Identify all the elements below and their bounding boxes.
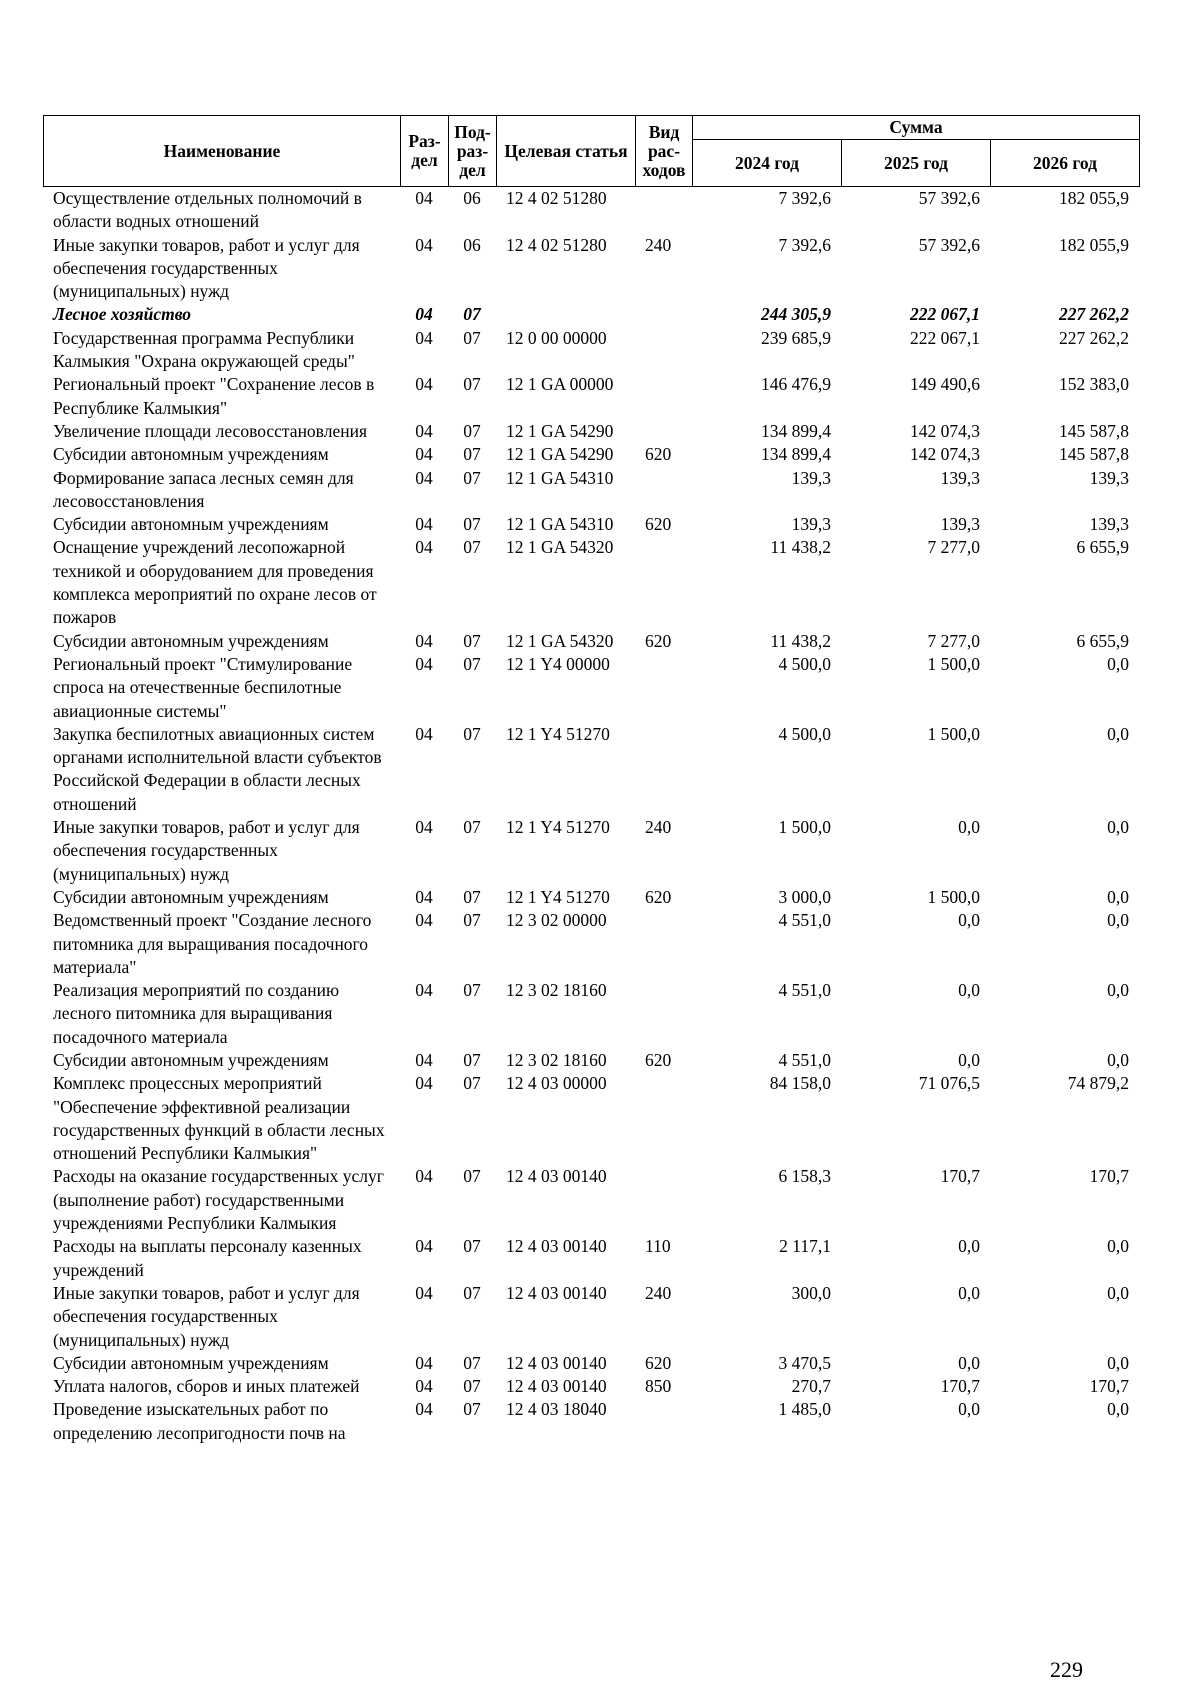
row-vid <box>635 327 692 374</box>
row-razdel: 04 <box>415 630 433 651</box>
row-name: Проведение изыскательных работ по определению лесопригодности почв на <box>53 1399 346 1443</box>
row-razdel: 04 <box>415 1282 433 1303</box>
row-name: Расходы на выплаты персоналу казенных учреждений <box>53 1236 362 1280</box>
row-name: Субсидии автономным учреждениям <box>53 514 329 535</box>
row-podrazdel: 06 <box>463 234 481 255</box>
row-amount-2025: 142 074,3 <box>910 420 980 441</box>
row-amount-2026: 0,0 <box>1107 817 1129 838</box>
row-podrazdel: 07 <box>463 1049 481 1070</box>
row-razdel: 04 <box>415 1352 433 1373</box>
row-vid: 620 <box>645 1352 672 1373</box>
row-podrazdel: 07 <box>463 980 481 1001</box>
header-year-2025: 2025 год <box>842 140 991 187</box>
row-vid: 240 <box>645 817 672 838</box>
table-row <box>43 443 1139 466</box>
row-razdel: 04 <box>415 467 433 488</box>
row-amount-2024: 300,0 <box>791 1282 831 1303</box>
header-razdel: Раз-дел <box>401 116 449 187</box>
row-target: 12 1 GA 00000 <box>506 374 614 395</box>
row-name: Увеличение площади лесовосстановления <box>53 420 367 441</box>
row-amount-2024: 6 158,3 <box>778 1166 831 1187</box>
row-amount-2025: 1 500,0 <box>927 653 980 674</box>
table-row <box>43 327 1139 374</box>
row-name: Иные закупки товаров, работ и услуг для обеспечения государственных (муниципальных) нужд <box>53 234 360 302</box>
table-row <box>43 1072 1139 1165</box>
row-podrazdel: 07 <box>463 467 481 488</box>
row-amount-2026: 139,3 <box>1089 467 1129 488</box>
row-razdel: 04 <box>415 817 433 838</box>
row-amount-2026: 0,0 <box>1107 1282 1129 1303</box>
row-podrazdel: 07 <box>463 1352 481 1373</box>
row-razdel: 04 <box>415 723 433 744</box>
row-amount-2026: 145 587,8 <box>1059 444 1129 465</box>
row-amount-2024: 4 500,0 <box>778 653 831 674</box>
row-amount-2024: 3 470,5 <box>778 1352 831 1373</box>
row-target: 12 1 GA 54310 <box>506 514 614 535</box>
row-target: 12 4 03 00140 <box>506 1236 607 1257</box>
row-amount-2025: 0,0 <box>958 1352 980 1373</box>
row-podrazdel: 07 <box>463 374 481 395</box>
row-razdel: 04 <box>415 514 433 535</box>
header-podrazdel: Под-раз-дел <box>449 116 497 187</box>
row-razdel: 04 <box>415 1236 433 1257</box>
row-vid: 110 <box>645 1236 671 1257</box>
row-podrazdel: 07 <box>463 327 481 348</box>
row-amount-2026: 0,0 <box>1107 653 1129 674</box>
row-vid <box>635 653 692 723</box>
row-amount-2026: 0,0 <box>1107 1352 1129 1373</box>
row-amount-2025: 139,3 <box>940 467 980 488</box>
row-amount-2025: 170,7 <box>940 1376 980 1397</box>
row-target: 12 0 00 00000 <box>506 327 607 348</box>
row-amount-2024: 2 117,1 <box>779 1236 831 1257</box>
row-name: Лесное хозяйство <box>53 304 192 325</box>
row-amount-2026: 0,0 <box>1107 910 1129 931</box>
row-amount-2025: 0,0 <box>958 1236 980 1257</box>
table-row <box>43 1352 1139 1375</box>
row-podrazdel: 07 <box>463 653 481 674</box>
row-amount-2026: 6 655,9 <box>1076 537 1129 558</box>
row-amount-2024: 239 685,9 <box>761 327 831 348</box>
row-razdel: 04 <box>415 1376 433 1397</box>
row-amount-2024: 11 438,2 <box>770 537 831 558</box>
row-vid: 850 <box>645 1376 672 1397</box>
table-row <box>43 1375 1139 1398</box>
row-amount-2025: 170,7 <box>940 1166 980 1187</box>
row-target: 12 4 02 51280 <box>506 188 607 208</box>
row-amount-2025: 0,0 <box>958 817 980 838</box>
row-target: 12 1 GA 54290 <box>506 420 614 441</box>
header-name: Наименование <box>44 116 401 187</box>
row-target <box>496 303 635 326</box>
row-razdel: 04 <box>415 886 433 907</box>
row-vid <box>635 1398 692 1445</box>
row-amount-2025: 7 277,0 <box>927 630 980 651</box>
row-vid: 620 <box>645 444 672 465</box>
row-amount-2024: 139,3 <box>791 514 831 535</box>
row-amount-2025: 0,0 <box>958 980 980 1001</box>
table-row <box>43 816 1139 886</box>
row-razdel: 04 <box>415 444 433 465</box>
row-target: 12 1 GA 54320 <box>506 537 614 558</box>
row-amount-2026: 0,0 <box>1107 886 1129 907</box>
row-target: 12 1 Y4 51270 <box>506 723 610 744</box>
row-target: 12 4 03 00140 <box>506 1376 607 1397</box>
row-name: Иные закупки товаров, работ и услуг для обеспечения государственных (муниципальных) нужд <box>53 1282 360 1350</box>
table-row <box>43 513 1139 536</box>
row-amount-2026: 182 055,9 <box>1059 234 1129 255</box>
row-amount-2024: 1 500,0 <box>778 817 831 838</box>
table-row <box>43 723 1139 816</box>
row-vid <box>635 536 692 629</box>
row-amount-2025: 71 076,5 <box>918 1073 980 1094</box>
table-row <box>43 536 1139 629</box>
row-amount-2024: 11 438,2 <box>770 630 831 651</box>
row-podrazdel: 07 <box>463 444 481 465</box>
table-row <box>43 187 1139 234</box>
row-amount-2025: 149 490,6 <box>910 374 980 395</box>
row-vid <box>635 373 692 420</box>
row-target: 12 4 03 00140 <box>506 1282 607 1303</box>
row-vid <box>635 467 692 514</box>
row-podrazdel: 07 <box>463 886 481 907</box>
header-summa: Сумма <box>693 116 1140 140</box>
table-row <box>43 653 1139 723</box>
row-vid: 620 <box>645 1049 672 1070</box>
row-name: Субсидии автономным учреждениям <box>53 886 329 907</box>
row-name: Формирование запаса лесных семян для лесовосстановления <box>53 467 354 511</box>
row-amount-2024: 270,7 <box>791 1376 831 1397</box>
row-target: 12 4 03 00140 <box>506 1166 607 1187</box>
row-vid: 620 <box>645 514 672 535</box>
table-row <box>43 909 1139 979</box>
row-amount-2024: 4 551,0 <box>778 980 831 1001</box>
table-row <box>43 630 1139 653</box>
table-row <box>43 979 1139 1049</box>
row-amount-2024: 4 551,0 <box>778 910 831 931</box>
row-name: Оснащение учреждений лесопожарной техникой и оборудованием для проведения комплекса мероприятий по охране лесов от пожаров <box>53 537 377 628</box>
row-amount-2024: 7 392,6 <box>778 234 831 255</box>
header-target: Целевая статья <box>497 116 636 187</box>
row-amount-2026: 0,0 <box>1107 723 1129 744</box>
row-name: Расходы на оказание государственных услуг (выполнение работ) государственными учреждениями Республики Калмыкия <box>53 1166 384 1234</box>
row-target: 12 3 02 18160 <box>506 980 607 1001</box>
row-amount-2024: 4 500,0 <box>778 723 831 744</box>
header-year-2026: 2026 год <box>991 140 1140 187</box>
row-razdel: 04 <box>415 1073 433 1094</box>
row-vid <box>635 1165 692 1235</box>
row-amount-2025: 0,0 <box>958 1282 980 1303</box>
row-target: 12 4 03 00000 <box>506 1073 607 1094</box>
row-amount-2026: 170,7 <box>1089 1376 1129 1397</box>
row-podrazdel: 07 <box>463 537 481 558</box>
row-podrazdel: 07 <box>463 514 481 535</box>
row-vid: 620 <box>645 886 672 907</box>
table-row <box>43 420 1139 443</box>
row-target: 12 3 02 00000 <box>506 910 607 931</box>
row-amount-2024: 134 899,4 <box>761 420 831 441</box>
row-razdel: 04 <box>415 537 433 558</box>
row-target: 12 1 GA 54310 <box>506 467 614 488</box>
row-vid: 240 <box>645 1282 672 1303</box>
row-amount-2026: 0,0 <box>1107 1236 1129 1257</box>
row-amount-2024: 134 899,4 <box>761 444 831 465</box>
row-amount-2026: 6 655,9 <box>1076 630 1129 651</box>
row-podrazdel: 07 <box>463 630 481 651</box>
header-year-2024: 2024 год <box>693 140 842 187</box>
row-amount-2025: 7 277,0 <box>927 537 980 558</box>
row-amount-2025: 1 500,0 <box>927 723 980 744</box>
row-razdel: 04 <box>415 374 433 395</box>
row-target: 12 1 GA 54320 <box>506 630 614 651</box>
row-name: Субсидии автономным учреждениям <box>53 1352 329 1373</box>
row-podrazdel: 07 <box>463 420 481 441</box>
row-vid <box>635 187 692 234</box>
row-amount-2026: 182 055,9 <box>1059 188 1129 208</box>
row-amount-2025: 222 067,1 <box>910 304 980 325</box>
row-razdel: 04 <box>415 910 433 931</box>
table-row <box>43 1049 1139 1072</box>
row-podrazdel: 06 <box>463 188 481 208</box>
row-podrazdel: 07 <box>463 1282 481 1303</box>
row-amount-2026: 227 262,2 <box>1059 304 1129 325</box>
row-amount-2026: 170,7 <box>1089 1166 1129 1187</box>
table-row <box>43 467 1139 514</box>
row-podrazdel: 07 <box>463 1166 481 1187</box>
row-name: Иные закупки товаров, работ и услуг для обеспечения государственных (муниципальных) нужд <box>53 817 360 884</box>
row-amount-2025: 139,3 <box>940 514 980 535</box>
header-vid: Вид рас-ходов <box>636 116 693 187</box>
table-row <box>43 1235 1139 1282</box>
row-vid: 240 <box>645 234 672 255</box>
row-target: 12 3 02 18160 <box>506 1049 607 1070</box>
row-razdel: 04 <box>415 234 433 255</box>
row-vid <box>635 909 692 979</box>
row-amount-2024: 1 485,0 <box>778 1399 831 1420</box>
table-row <box>43 1282 1139 1352</box>
row-name: Закупка беспилотных авиационных систем органами исполнительной власти субъектов Российской Федерации в области лесных отношений <box>53 723 382 814</box>
row-amount-2024: 139,3 <box>791 467 831 488</box>
row-razdel: 04 <box>415 327 433 348</box>
row-name: Государственная программа Республики Калмыкия "Охрана окружающей среды" <box>53 327 355 372</box>
row-target: 12 4 03 00140 <box>506 1352 607 1373</box>
row-name: Субсидии автономным учреждениям <box>53 444 329 465</box>
table-header <box>43 115 1140 187</box>
row-target: 12 1 Y4 51270 <box>506 817 610 838</box>
row-target: 12 1 GA 54290 <box>506 444 614 465</box>
row-amount-2025: 222 067,1 <box>910 327 980 348</box>
row-name: Уплата налогов, сборов и иных платежей <box>53 1376 360 1397</box>
row-name: Региональный проект "Стимулирование спроса на отечественные беспилотные авиационные системы" <box>53 653 353 721</box>
row-amount-2025: 0,0 <box>958 1399 980 1420</box>
row-amount-2026: 0,0 <box>1107 1049 1129 1070</box>
row-podrazdel: 07 <box>463 1376 481 1397</box>
row-amount-2026: 0,0 <box>1107 1399 1129 1420</box>
row-target: 12 4 03 18040 <box>506 1399 607 1420</box>
table-row <box>43 303 1139 326</box>
row-amount-2026: 139,3 <box>1089 514 1129 535</box>
row-amount-2026: 74 879,2 <box>1067 1073 1129 1094</box>
row-amount-2026: 227 262,2 <box>1059 327 1129 348</box>
row-podrazdel: 07 <box>463 1236 481 1257</box>
table-row <box>43 1165 1139 1235</box>
row-razdel: 04 <box>415 420 433 441</box>
row-amount-2024: 3 000,0 <box>778 886 831 907</box>
row-vid: 620 <box>645 630 672 651</box>
row-amount-2025: 0,0 <box>958 1049 980 1070</box>
row-vid <box>635 979 692 1049</box>
row-amount-2025: 142 074,3 <box>910 444 980 465</box>
row-razdel: 04 <box>415 188 433 208</box>
row-target: 12 1 Y4 51270 <box>506 886 610 907</box>
row-amount-2026: 145 587,8 <box>1059 420 1129 441</box>
row-vid <box>635 420 692 443</box>
table-row <box>43 234 1139 304</box>
row-name: Реализация мероприятий по созданию лесного питомника для выращивания посадочного материала <box>53 980 340 1047</box>
row-podrazdel: 07 <box>463 1399 481 1420</box>
budget-table <box>43 187 1139 1445</box>
row-vid <box>635 1072 692 1165</box>
row-razdel: 04 <box>415 653 433 674</box>
table-row <box>43 373 1139 420</box>
row-razdel: 04 <box>415 1049 433 1070</box>
row-amount-2025: 1 500,0 <box>927 886 980 907</box>
row-vid <box>635 723 692 816</box>
row-name: Субсидии автономным учреждениям <box>53 1049 329 1070</box>
table-row <box>43 886 1139 909</box>
row-amount-2026: 152 383,0 <box>1059 374 1129 395</box>
row-amount-2025: 57 392,6 <box>918 234 980 255</box>
table-row <box>43 1398 1139 1445</box>
row-podrazdel: 07 <box>463 1073 481 1094</box>
row-amount-2024: 84 158,0 <box>769 1073 831 1094</box>
row-name: Региональный проект "Сохранение лесов в Республике Калмыкия" <box>53 374 375 418</box>
row-target: 12 1 Y4 00000 <box>506 653 610 674</box>
row-razdel: 04 <box>415 1399 433 1420</box>
row-target: 12 4 02 51280 <box>506 234 607 255</box>
row-podrazdel: 07 <box>463 723 481 744</box>
row-podrazdel: 07 <box>463 817 481 838</box>
row-amount-2025: 0,0 <box>958 910 980 931</box>
row-razdel: 04 <box>415 1166 433 1187</box>
row-razdel: 04 <box>415 304 433 325</box>
row-name: Осуществление отдельных полномочий в области водных отношений <box>53 188 362 232</box>
row-amount-2026: 0,0 <box>1107 980 1129 1001</box>
row-amount-2024: 7 392,6 <box>778 188 831 208</box>
row-name: Комплекс процессных мероприятий "Обеспечение эффективной реализации государственных функций в области лесных отношений Республики Калмыкия" <box>53 1073 385 1164</box>
row-amount-2024: 4 551,0 <box>778 1049 831 1070</box>
row-name: Субсидии автономным учреждениям <box>53 630 329 651</box>
row-name: Ведомственный проект "Создание лесного питомника для выращивания посадочного материала" <box>53 910 372 977</box>
row-amount-2024: 146 476,9 <box>761 374 831 395</box>
row-vid <box>635 303 692 326</box>
row-razdel: 04 <box>415 980 433 1001</box>
row-amount-2024: 244 305,9 <box>761 304 831 325</box>
row-amount-2025: 57 392,6 <box>918 188 980 208</box>
row-podrazdel: 07 <box>463 910 481 931</box>
page-number: 229 <box>1050 1657 1083 1682</box>
row-podrazdel: 07 <box>463 304 481 325</box>
